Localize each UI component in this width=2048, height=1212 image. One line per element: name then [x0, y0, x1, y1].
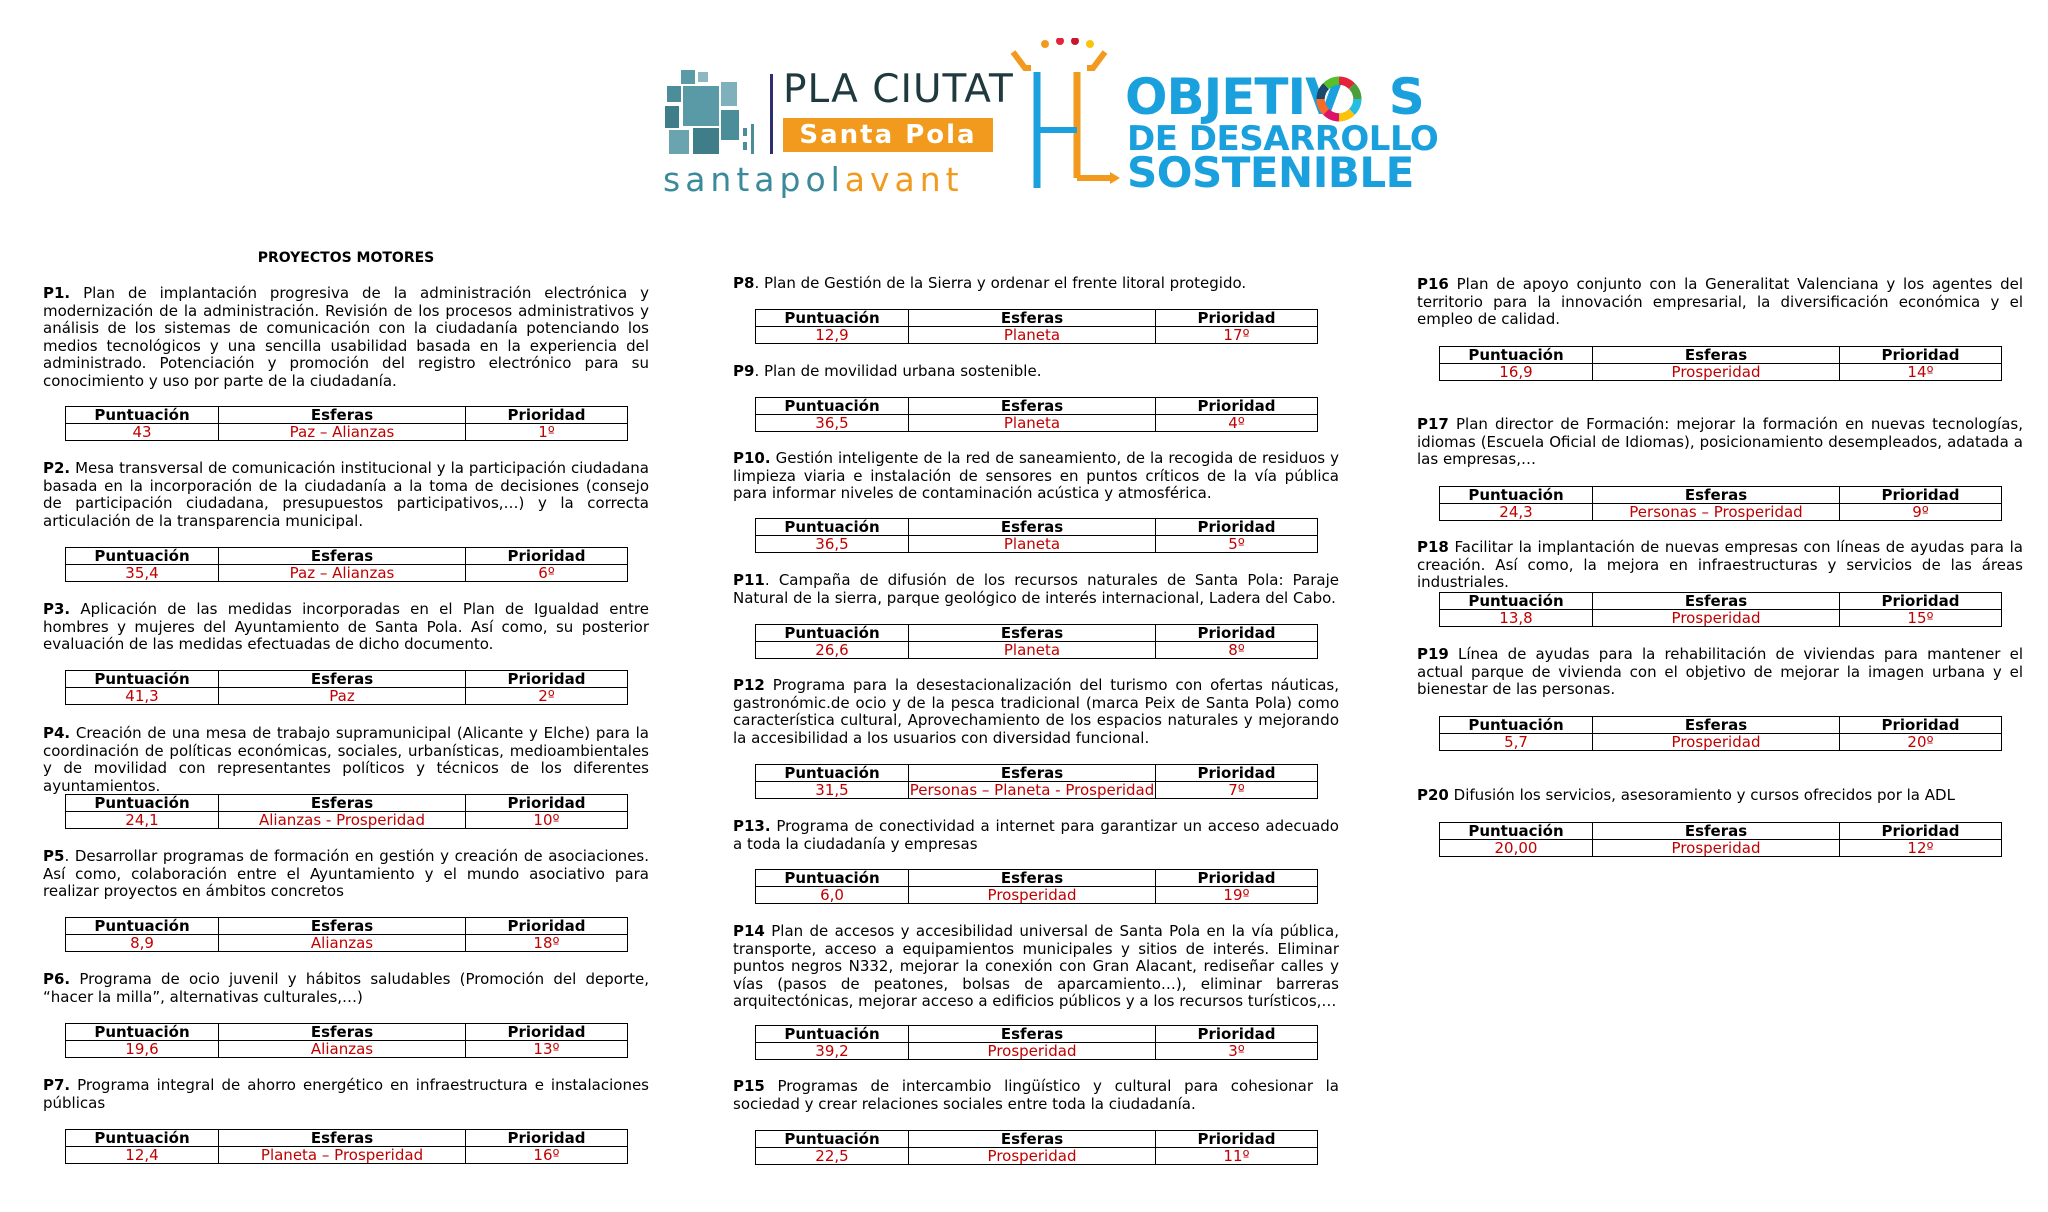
header-priority: Prioridad [1156, 310, 1318, 327]
score-value: 24,3 [1440, 504, 1593, 521]
header-priority: Prioridad [1840, 823, 2002, 840]
score-table-p12 [755, 764, 1318, 799]
header-spheres: Esferas [909, 310, 1156, 327]
header-spheres: Esferas [909, 765, 1156, 782]
header-score: Puntuación [756, 398, 909, 415]
project-description [733, 818, 1339, 853]
header-priority: Prioridad [1840, 593, 2002, 610]
score-table-p1 [65, 406, 628, 441]
priority-value: 2º [466, 688, 628, 705]
project-code: P12 [733, 676, 765, 694]
project-description [733, 572, 1339, 607]
header-priority: Prioridad [1156, 625, 1318, 642]
score-table-p10 [755, 518, 1318, 553]
project-p19 [1417, 646, 2023, 699]
project-code: P7. [43, 1076, 71, 1094]
project-text: Difusión los servicios, asesoramiento y cursos ofrecidos por la ADL [1448, 786, 1955, 804]
header-score: Puntuación [66, 1024, 219, 1041]
score-table-p16 [1439, 346, 2002, 381]
project-p16 [1417, 276, 2023, 329]
project-p11 [733, 572, 1339, 607]
project-description [733, 677, 1339, 747]
score-value: 36,5 [756, 415, 909, 432]
project-description [43, 460, 649, 530]
ods-title-line2: DE DESARROLLO [1127, 119, 1439, 159]
ods-line1: OBJETIV [1125, 68, 1343, 126]
score-value: 8,9 [66, 935, 219, 952]
priority-value: 14º [1840, 364, 2002, 381]
project-text: . Desarrollar programas de formación en gestión y creación de asociaciones. Así como, colaboración entre el Ayuntamiento y el mundo asociativo para realizar proyectos en ámbitos concretos [43, 847, 649, 900]
project-text: Mesa transversal de comunicación institucional y la participación ciudadana basada en la incorporación de la ciudadanía a la toma de decisiones (consejo de participación ciudadana, presupuestos participativos,…) y la correcta articulación de la transparencia municipal. [43, 459, 649, 530]
header-priority: Prioridad [1840, 717, 2002, 734]
project-p18 [1417, 539, 2023, 592]
score-value: 12,4 [66, 1147, 219, 1164]
project-p14 [733, 923, 1339, 1011]
priority-value: 13º [466, 1041, 628, 1058]
score-table-p18 [1439, 592, 2002, 627]
priority-value: 11º [1156, 1148, 1318, 1165]
project-description [1417, 646, 2023, 699]
project-description [1417, 539, 2023, 592]
project-code: P5 [43, 847, 65, 865]
project-description [733, 450, 1339, 503]
column-left [43, 0, 649, 1212]
score-table-p17 [1439, 486, 2002, 521]
header-score: Puntuación [1440, 487, 1593, 504]
project-text: Programa para la desestacionalización del turismo con ofertas náuticas, gastronómic.de ocio y de la pesca tradicional (marca Peix de Santa Pola) como característica cultural, Aprovechamiento de los espacios naturales y mejorando la accesibilidad a los usuarios con diversidad funcional. [733, 676, 1339, 747]
section-title: PROYECTOS MOTORES [257, 250, 435, 266]
priority-value: 6º [466, 565, 628, 582]
project-description [1417, 416, 2023, 469]
project-code: P14 [733, 922, 765, 940]
header-priority: Prioridad [466, 1130, 628, 1147]
header-spheres: Esferas [219, 1130, 466, 1147]
header-spheres: Esferas [909, 870, 1156, 887]
project-text: Programa de ocio juvenil y hábitos saludables (Promoción del deporte, “hacer la milla”, alternativas culturales,…) [43, 970, 649, 1006]
score-table-p13 [755, 869, 1318, 904]
project-code: P8 [733, 274, 755, 292]
spheres-value: Planeta – Prosperidad [219, 1147, 466, 1164]
project-description [733, 363, 1339, 381]
score-value: 5,7 [1440, 734, 1593, 751]
score-value: 12,9 [756, 327, 909, 344]
spheres-value: Planeta [909, 642, 1156, 659]
priority-value: 7º [1156, 782, 1318, 799]
project-text: Facilitar la implantación de nuevas empresas con líneas de ayudas para la creación. Así como, la mejora en infraestructuras y servicios de las áreas industriales. [1417, 538, 2023, 591]
header-spheres: Esferas [219, 918, 466, 935]
header-priority: Prioridad [1156, 519, 1318, 536]
score-table-p19 [1439, 716, 2002, 751]
project-text: Plan de apoyo conjunto con la Generalitat Valenciana y los agentes del territorio para la innovación empresarial, la diversificación económica y el empleo de calidad. [1417, 275, 2023, 328]
header-spheres: Esferas [219, 548, 466, 565]
project-p8 [733, 275, 1339, 293]
priority-value: 9º [1840, 504, 2002, 521]
project-p4 [43, 725, 649, 795]
project-p10 [733, 450, 1339, 503]
project-code: P6. [43, 970, 71, 988]
priority-value: 18º [466, 935, 628, 952]
header-spheres: Esferas [1593, 347, 1840, 364]
project-text: Plan de accesos y accesibilidad universal de Santa Pola en la vía pública, transporte, acceso a equipamientos municipales y sitios de interés. Eliminar puntos negros N332, mejorar la conexión con Gran Alacant, rediseñar calles y vías (pasos de peatones, bolsas de aparcamiento…), eliminar barreras arquitectónicas, mejorar acceso a edificios públicos y a los recursos turísticos,… [733, 922, 1339, 1010]
project-description [43, 1077, 649, 1112]
score-value: 39,2 [756, 1043, 909, 1060]
priority-value: 19º [1156, 887, 1318, 904]
project-description [43, 601, 649, 654]
spheres-value: Prosperidad [1593, 364, 1840, 381]
header-spheres: Esferas [219, 671, 466, 688]
header-score: Puntuación [756, 625, 909, 642]
spheres-value: Prosperidad [1593, 610, 1840, 627]
spheres-value: Paz [219, 688, 466, 705]
score-table-p7 [65, 1129, 628, 1164]
priority-value: 17º [1156, 327, 1318, 344]
project-description [733, 275, 1339, 293]
brand-main: santapol [663, 160, 845, 199]
project-code: P1. [43, 284, 71, 302]
score-value: 35,4 [66, 565, 219, 582]
project-description [733, 923, 1339, 1011]
header-priority: Prioridad [1156, 398, 1318, 415]
spheres-value: Paz – Alianzas [219, 424, 466, 441]
spheres-value: Planeta [909, 415, 1156, 432]
score-table-p9 [755, 397, 1318, 432]
priority-value: 12º [1840, 840, 2002, 857]
header-score: Puntuación [1440, 717, 1593, 734]
header-spheres: Esferas [1593, 717, 1840, 734]
project-description [43, 971, 649, 1006]
spheres-value: Prosperidad [909, 1043, 1156, 1060]
header-priority: Prioridad [466, 1024, 628, 1041]
project-code: P9 [733, 362, 755, 380]
header-score: Puntuación [756, 1026, 909, 1043]
header-spheres: Esferas [909, 1026, 1156, 1043]
header-score: Puntuación [756, 765, 909, 782]
header-priority: Prioridad [1156, 870, 1318, 887]
score-value: 43 [66, 424, 219, 441]
header-priority: Prioridad [1156, 1026, 1318, 1043]
score-table-p3 [65, 670, 628, 705]
project-code: P10. [733, 449, 771, 467]
spheres-value: Paz – Alianzas [219, 565, 466, 582]
project-description [733, 1078, 1339, 1113]
score-value: 24,1 [66, 812, 219, 829]
priority-value: 5º [1156, 536, 1318, 553]
header-priority: Prioridad [466, 407, 628, 424]
header-score: Puntuación [66, 407, 219, 424]
project-text: Creación de una mesa de trabajo supramunicipal (Alicante y Elche) para la coordinación de políticas económicas, sociales, urbanísticas, medioambientales y de movilidad con representantes políticos y técnicos de los diferentes ayuntamientos. [43, 724, 649, 795]
project-description [43, 725, 649, 795]
project-code: P15 [733, 1077, 765, 1095]
score-table-p4 [65, 794, 628, 829]
project-text: Plan de implantación progresiva de la administración electrónica y modernización de la administración. Revisión de los procesos administrativos y análisis de los sistemas de comunicación con la ciudadanía potenciando los medios tecnológicos y una sencilla usabilidad basada en la experiencia del administrado. Potenciación y promoción del registro electrónico para su conocimiento y uso por parte de la ciudadanía. [43, 284, 649, 390]
project-p12 [733, 677, 1339, 747]
spheres-value: Alianzas [219, 935, 466, 952]
header-score: Puntuación [66, 671, 219, 688]
spheres-value: Prosperidad [909, 887, 1156, 904]
spheres-value: Personas – Prosperidad [1593, 504, 1840, 521]
project-code: P16 [1417, 275, 1449, 293]
spheres-value: Prosperidad [1593, 840, 1840, 857]
project-code: P11 [733, 571, 765, 589]
header-score: Puntuación [66, 548, 219, 565]
ods-line1-end: S [1388, 68, 1424, 126]
ods-title-line3: SOSTENIBLE [1127, 148, 1414, 197]
project-code: P20 [1417, 786, 1449, 804]
project-text: . Plan de Gestión de la Sierra y ordenar el frente litoral protegido. [754, 274, 1247, 292]
project-description [1417, 787, 2023, 805]
priority-value: 10º [466, 812, 628, 829]
project-code: P4. [43, 724, 71, 742]
project-p2 [43, 460, 649, 530]
project-code: P18 [1417, 538, 1449, 556]
header-spheres: Esferas [219, 407, 466, 424]
header-priority: Prioridad [466, 671, 628, 688]
priority-value: 16º [466, 1147, 628, 1164]
spheres-value: Planeta [909, 327, 1156, 344]
priority-value: 15º [1840, 610, 2002, 627]
header-spheres: Esferas [1593, 487, 1840, 504]
priority-value: 20º [1840, 734, 2002, 751]
project-p17 [1417, 416, 2023, 469]
header-score: Puntuación [1440, 593, 1593, 610]
score-table-p15 [755, 1130, 1318, 1165]
spheres-value: Alianzas [219, 1041, 466, 1058]
project-description [1417, 276, 2023, 329]
score-table-p6 [65, 1023, 628, 1058]
score-value: 31,5 [756, 782, 909, 799]
header-priority: Prioridad [466, 548, 628, 565]
project-code: P13. [733, 817, 771, 835]
header-score: Puntuación [756, 1131, 909, 1148]
header-spheres: Esferas [219, 795, 466, 812]
header-score: Puntuación [1440, 823, 1593, 840]
header-score: Puntuación [66, 918, 219, 935]
header-spheres: Esferas [909, 519, 1156, 536]
header-priority: Prioridad [466, 795, 628, 812]
header-spheres: Esferas [219, 1024, 466, 1041]
project-text: Programa de conectividad a internet para garantizar un acceso adecuado a toda la ciudadanía y empresas [733, 817, 1339, 853]
project-text: Plan director de Formación: mejorar la formación en nuevas tecnologías, idiomas (Escuela Oficial de Idiomas), posicionamiento desempleados, adatada a las empresas,… [1417, 415, 2023, 468]
project-p1 [43, 285, 649, 390]
header-score: Puntuación [756, 310, 909, 327]
priority-value: 4º [1156, 415, 1318, 432]
header-spheres: Esferas [1593, 823, 1840, 840]
project-text: Aplicación de las medidas incorporadas en el Plan de Igualdad entre hombres y mujeres del Ayuntamiento de Santa Pola. Así como, su posterior evaluación de las medidas efectuadas de dicho documento. [43, 600, 649, 653]
score-value: 20,00 [1440, 840, 1593, 857]
brand-accent: avant [844, 160, 964, 199]
spheres-value: Personas – Planeta - Prosperidad [909, 781, 1155, 799]
score-value: 19,6 [66, 1041, 219, 1058]
project-text: . Plan de movilidad urbana sostenible. [754, 362, 1042, 380]
header-priority: Prioridad [466, 918, 628, 935]
header-priority: Prioridad [1156, 1131, 1318, 1148]
spheres-value: Planeta [909, 536, 1156, 553]
spheres-value: Alianzas - Prosperidad [219, 812, 466, 829]
score-value: 36,5 [756, 536, 909, 553]
project-p13 [733, 818, 1339, 853]
project-p3 [43, 601, 649, 654]
header-priority: Prioridad [1840, 487, 2002, 504]
project-code: P3. [43, 600, 71, 618]
project-p6 [43, 971, 649, 1006]
score-table-p8 [755, 309, 1318, 344]
project-code: P17 [1417, 415, 1449, 433]
score-value: 13,8 [1440, 610, 1593, 627]
project-description [43, 848, 649, 901]
header-spheres: Esferas [909, 1131, 1156, 1148]
project-p5 [43, 848, 649, 901]
header-priority: Prioridad [1840, 347, 2002, 364]
spheres-value: Prosperidad [909, 1148, 1156, 1165]
score-table-p14 [755, 1025, 1318, 1060]
score-value: 6,0 [756, 887, 909, 904]
project-description [43, 285, 649, 390]
project-code: P2. [43, 459, 71, 477]
priority-value: 8º [1156, 642, 1318, 659]
project-p9 [733, 363, 1339, 381]
header-score: Puntuación [66, 795, 219, 812]
score-value: 16,9 [1440, 364, 1593, 381]
header-priority: Prioridad [1156, 765, 1318, 782]
priority-value: 3º [1156, 1043, 1318, 1060]
score-table-p20 [1439, 822, 2002, 857]
score-table-p5 [65, 917, 628, 952]
priority-value: 1º [466, 424, 628, 441]
project-code: P19 [1417, 645, 1449, 663]
plan-title: PLA CIUTAT [783, 67, 1014, 112]
project-p15 [733, 1078, 1339, 1113]
header-score: Puntuación [756, 519, 909, 536]
project-p20 [1417, 787, 2023, 805]
spheres-value: Prosperidad [1593, 734, 1840, 751]
project-p7 [43, 1077, 649, 1112]
plan-subtitle: Santa Pola [783, 118, 993, 152]
project-text: Línea de ayudas para la rehabilitación de viviendas para mantener el actual parque de vivienda con el objetivo de mejorar la imagen urbana y el bienestar de las personas. [1417, 645, 2023, 698]
score-table-p11 [755, 624, 1318, 659]
header-spheres: Esferas [909, 625, 1156, 642]
project-text: Gestión inteligente de la red de saneamiento, de la recogida de residuos y limpieza viaria e instalación de sensores en puntos críticos de la vía pública para informar niveles de contaminación acústica y atmosférica. [733, 449, 1339, 502]
score-value: 41,3 [66, 688, 219, 705]
header-spheres: Esferas [1593, 593, 1840, 610]
column-middle [733, 0, 1339, 1212]
header-score: Puntuación [66, 1130, 219, 1147]
header-spheres: Esferas [909, 398, 1156, 415]
score-table-p2 [65, 547, 628, 582]
project-text: . Campaña de difusión de los recursos naturales de Santa Pola: Paraje Natural de la sierra, parque geológico de interés internacional, Ladera del Cabo. [733, 571, 1339, 607]
project-text: Programa integral de ahorro energético en infraestructura e instalaciones públicas [43, 1076, 649, 1112]
score-value: 22,5 [756, 1148, 909, 1165]
score-value: 26,6 [756, 642, 909, 659]
header-score: Puntuación [1440, 347, 1593, 364]
project-text: Programas de intercambio lingüístico y cultural para cohesionar la sociedad y crear relaciones sociales entre toda la ciudadanía. [733, 1077, 1339, 1113]
column-right [1417, 0, 2023, 1212]
header-score: Puntuación [756, 870, 909, 887]
